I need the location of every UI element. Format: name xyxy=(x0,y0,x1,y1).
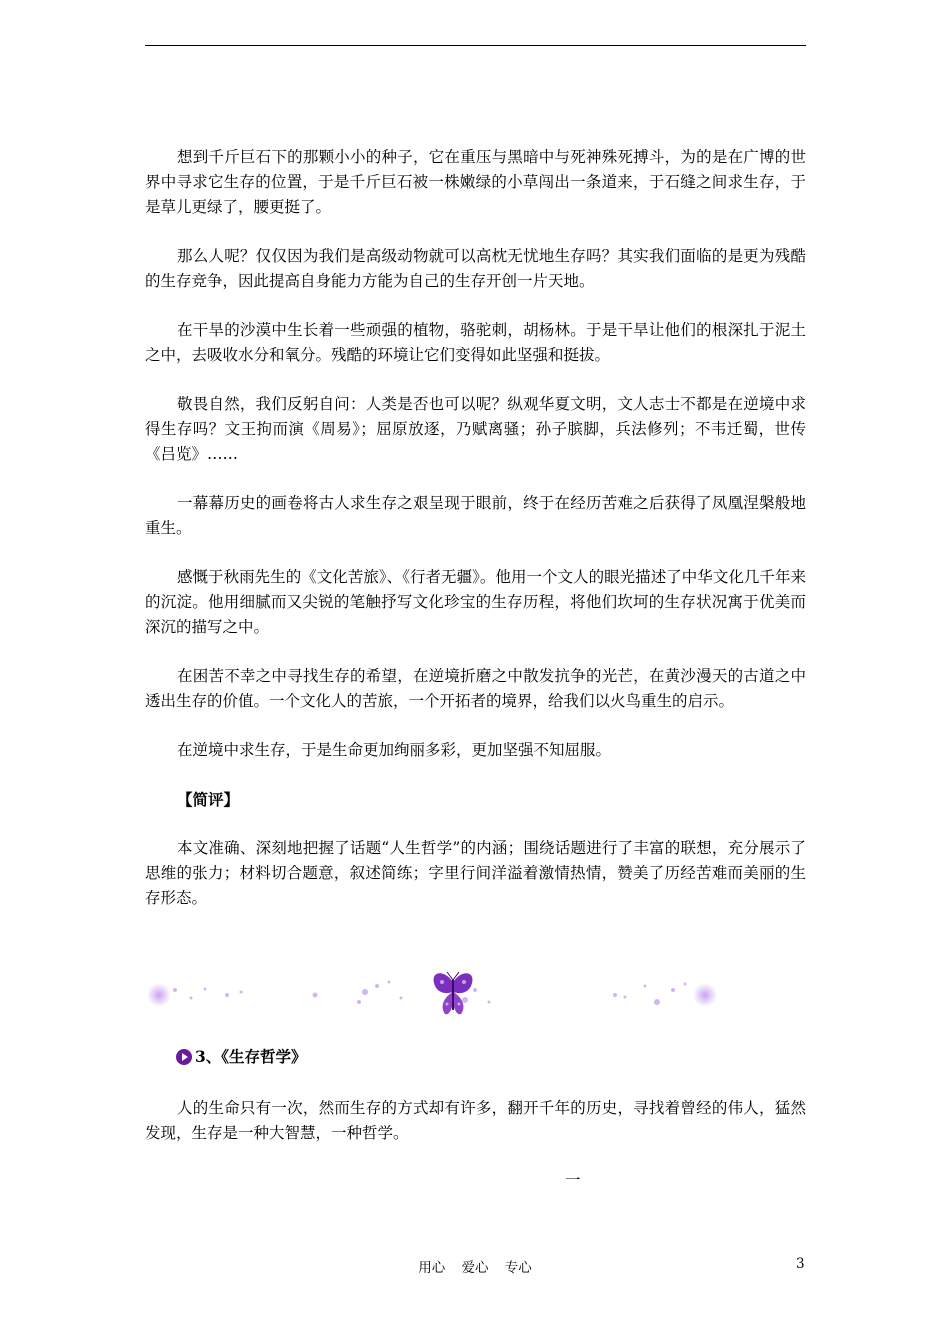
footer-word: 爱心 xyxy=(461,1260,489,1276)
paragraph-7: 在困苦不幸之中寻找生存的希望，在逆境折磨之中散发抗争的光芒，在黄沙漫天的古道之中透出生存的价值。一个文化人的苦旅，一个开拓者的境界，给我们以火鸟重生的启示。 xyxy=(145,667,806,710)
glow-dot xyxy=(693,983,717,1007)
paragraph-1: 想到千斤巨石下的那颗小小的种子，它在重压与黑暗中与死神殊死搏斗，为的是在广博的世界中寻求它生存的位置，于是千斤巨石被一株嫩绿的小草闯出一条道来，于石缝之间求生存，于是草儿更绿了，腰更挺了。 xyxy=(145,148,806,216)
paragraph-6: 感慨于秋雨先生的《文化苦旅》、《行者无疆》。他用一个文人的眼光描述了中华文化几千年来的沉淀。他用细腻而又尖锐的笔触抒写文化珍宝的生存历程，将他们坎坷的生存状况寓于优美而深沉的描写之中。 xyxy=(145,568,806,636)
footer-word: 用心 xyxy=(418,1260,446,1276)
section-3-title xyxy=(176,1044,307,1069)
section-3-title-text: 3、《生存哲学》 xyxy=(195,1047,307,1066)
essay-body xyxy=(145,145,806,935)
section-3-paragraph: 人的生命只有一次，然而生存的方式却有许多，翻开千年的历史，寻找着曾经的伟人，猛然发现，生存是一种大智慧，一种哲学。 xyxy=(145,1099,806,1142)
glow-dot xyxy=(147,983,171,1007)
section-3-body xyxy=(145,1096,806,1170)
butterfly-icon xyxy=(434,972,473,1014)
paragraph-5: 一幕幕历史的画卷将古人求生存之艰呈现于眼前，终于在经历苦难之后获得了凤凰涅槃般地重生。 xyxy=(145,494,806,537)
paragraph-4: 敬畏自然，我们反躬自问：人类是否也可以呢？纵观华夏文明，文人志士不都是在逆境中求得生存吗？文王拘而演《周易》；屈原放逐，乃赋离骚；孙子膑脚，兵法修列；不韦迁蜀，世传《吕览》…… xyxy=(145,395,806,463)
page-number: 3 xyxy=(796,1256,805,1272)
footer-word: 专心 xyxy=(504,1260,532,1276)
paragraph-2: 那么人呢？仅仅因为我们是高级动物就可以高枕无忧地生存吗？其实我们面临的是更为残酷的生存竞争，因此提高自身能力方能为自己的生存开创一片天地。 xyxy=(145,247,806,290)
butterfly-divider xyxy=(145,962,806,1022)
review-heading: 【简评】 xyxy=(177,790,240,809)
sub-marker: 一 xyxy=(565,1171,581,1189)
play-bullet-icon xyxy=(176,1049,192,1065)
footer-motto xyxy=(0,1256,950,1276)
header-rule xyxy=(145,45,806,46)
paragraph-8: 在逆境中求生存，于是生命更加绚丽多彩，更加坚强不知屈服。 xyxy=(177,741,612,759)
paragraph-3: 在干旱的沙漠中生长着一些顽强的植物，骆驼刺，胡杨林。于是干旱让他们的根深扎于泥土之中，去吸收水分和氧分。残酷的环境让它们变得如此坚强和挺拔。 xyxy=(145,321,806,364)
review-text: 本文准确、深刻地把握了话题“人生哲学”的内涵；围绕话题进行了丰富的联想，充分展示了思维的张力；材料切合题意，叙述简练；字里行间洋溢着激情热情，赞美了历经苦难而美丽的生存形态。 xyxy=(145,839,806,907)
